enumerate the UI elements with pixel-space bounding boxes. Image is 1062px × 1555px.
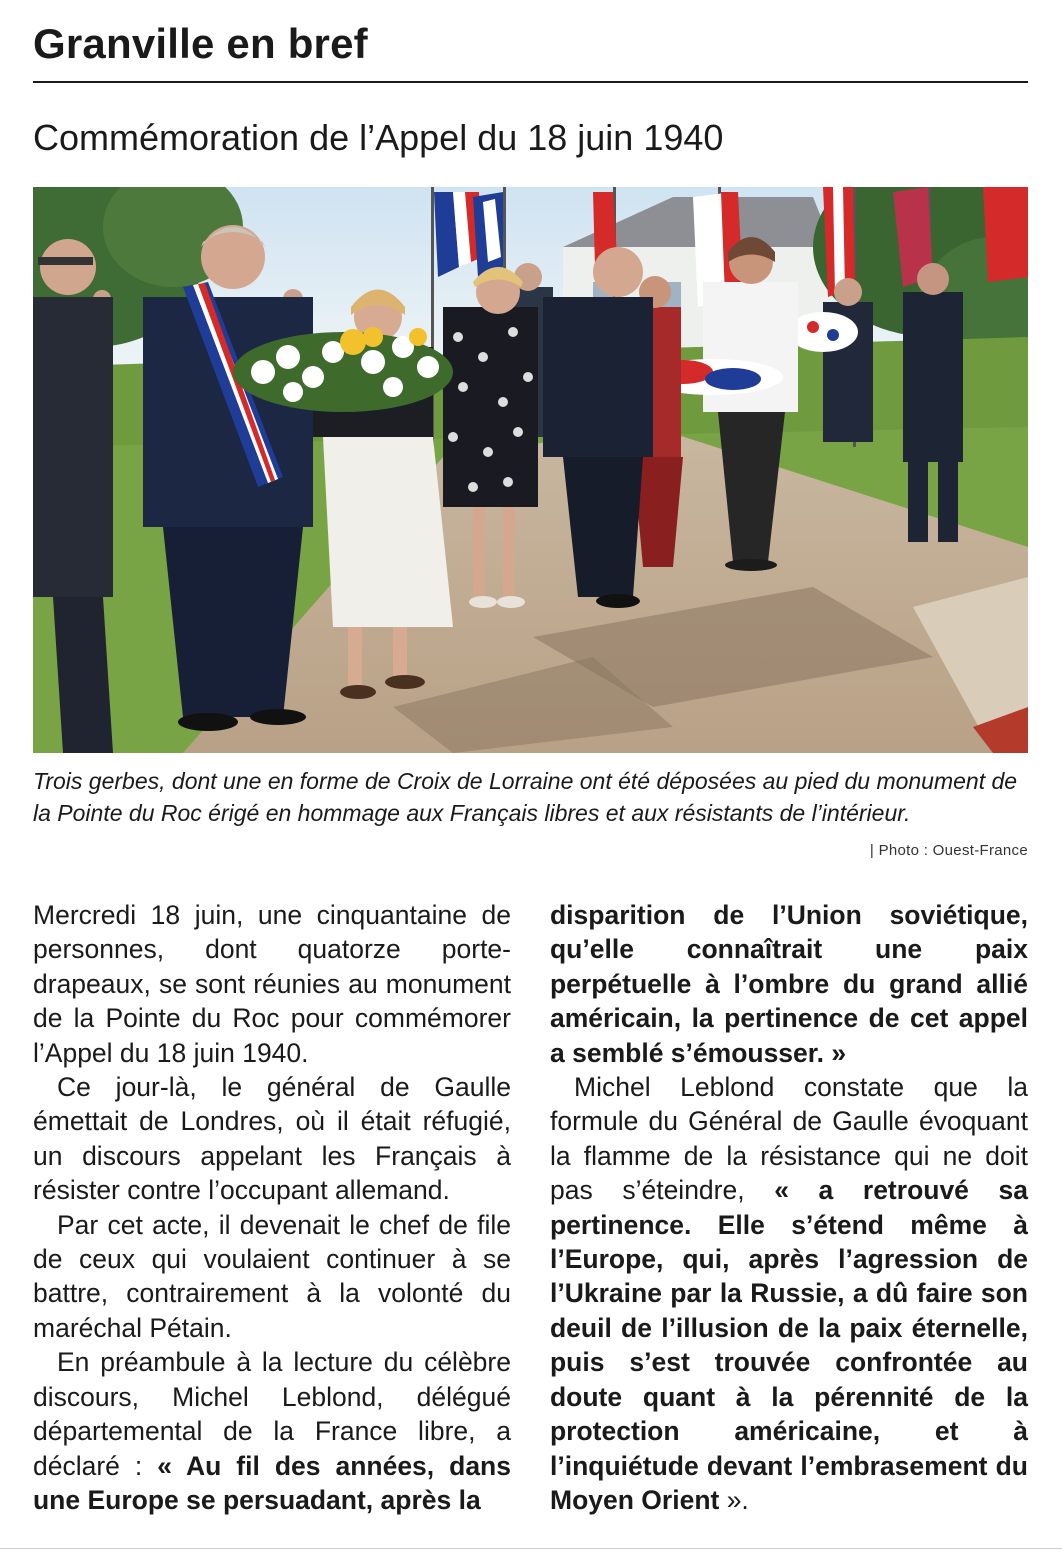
paragraph-3: Par cet acte, il devenait le chef de file de ceux qui voulaient continuer à se battre, contrairement à la volonté du maréchal Pétain. <box>33 1209 511 1343</box>
photo-caption: Trois gerbes, dont une en forme de Croix de Lorraine ont été déposées au pied du monument de la Pointe du Roc érigé en hommage aux Français libres et aux résistants de l’intérieur. <box>33 768 1018 826</box>
section-rubric: Granville en bref <box>33 20 368 67</box>
page-bottom-divider <box>0 1548 1062 1549</box>
quote-start: « Au fil des années, dans une Europe se persuadant, après la <box>33 1450 511 1515</box>
paragraph-6: Michel Leblond constate que la formule du Général de Gaulle évoquant la flamme de la résistance qui ne doit pas s’éteindre, « a retrouvé sa pertinence. Elle s’étend même à l’Europe, qui, après l’agression de l’Ukraine par la Russie, a dû faire son deuil de l’illusion de la paix éternelle, puis s’est trouvée confrontée au doute quant à la pérennité de la protection américaine, et à l’inquiétude devant l’embrasement du Moyen Orient ». <box>550 1072 1028 1515</box>
quote-second: « a retrouvé sa pertinence. Elle s’étend même à l’Europe, qui, après l’agression de l’Ukraine par la Russie, a dû faire son deuil de l’illusion de la paix éternelle, puis s’est trouvée confrontée au doute quant à la pérennité de la protection américaine, et à l’inquiétude devant l’embrasement du Moyen Orient <box>550 1175 1028 1515</box>
quote-continued: disparition de l’Union soviétique, qu’elle connaîtrait une paix perpétuelle à l’ombre du grand allié américain, la pertinence de cet appel a semblé s’émousser. » <box>550 900 1028 1068</box>
paragraph-2: Ce jour-là, le général de Gaulle émettait de Londres, où il était réfugié, un discours appelant les Français à résister contre l’occupant allemand. <box>33 1072 511 1206</box>
article-headline: Commémoration de l’Appel du 18 juin 1940 <box>33 117 724 158</box>
paragraph-1: Mercredi 18 juin, une cinquantaine de personnes, dont quatorze porte-drapeaux, se sont réunies au monument de la Pointe du Roc pour commémorer l’Appel du 18 juin 1940. <box>33 900 511 1068</box>
photo-credit: | Photo : Ouest-France <box>869 842 1028 859</box>
article-column-left <box>33 898 511 1517</box>
paragraph-4: En préambule à la lecture du célèbre discours, Michel Leblond, délégué départemental de la France libre, a déclaré : « Au fil des années, dans une Europe se persuadant, après la <box>33 1347 511 1515</box>
section-divider <box>33 81 1028 83</box>
article-photo <box>33 187 1028 753</box>
paragraph-5 <box>550 898 1028 1070</box>
article-column-right <box>550 898 1028 1517</box>
